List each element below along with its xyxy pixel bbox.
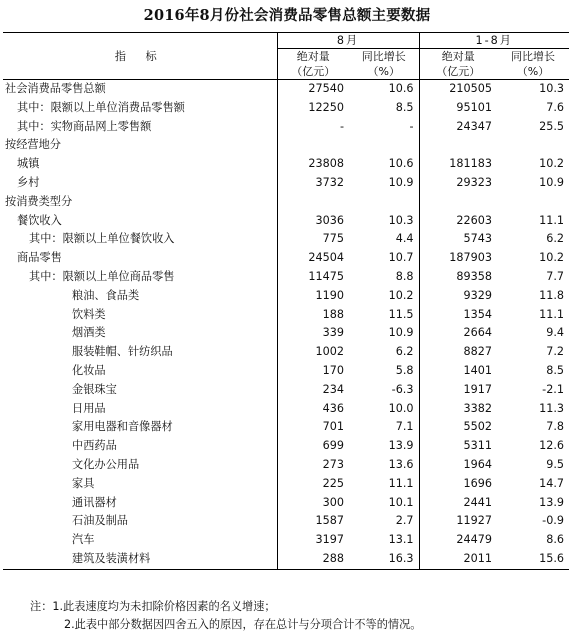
month-abs-value: 234 [322,382,344,396]
ytd-yoy-value: 13.9 [539,495,564,509]
ytd-yoy-value: 11.3 [539,401,564,415]
row-label: 其中：限额以上单位消费品零售额 [3,99,277,118]
ytd-abs-value: 5502 [463,420,492,434]
month-abs-value: 24504 [308,251,344,265]
table-row [3,550,569,569]
table-row [3,212,569,231]
ytd-yoy-value: -0.9 [542,514,564,528]
ytd-abs-value: 5311 [463,439,492,453]
month-yoy-value: 4.4 [349,230,419,249]
table-title: 2016年8月份社会消费品零售总额主要数据 [143,7,431,24]
month-yoy-value: 11.5 [349,306,419,325]
row-label: 服装鞋帽、针纺织品 [3,343,277,362]
ytd-abs-header-text: 绝对量 （亿元） [436,50,481,78]
ytd-abs-value: 1917 [463,382,492,396]
month-yoy-value: 8.5 [349,99,419,118]
table-row [3,193,569,212]
ytd-abs-value: 1696 [463,476,492,490]
row-label: 餐饮收入 [3,212,277,231]
row-label: 中西药品 [3,437,277,456]
month-abs-value: 699 [322,439,344,453]
row-label: 家用电器和音像器材 [3,418,277,437]
month-yoy-value: 13.6 [349,456,419,475]
footnote-2: 2.此表中部分数据因四舍五入的原因，存在总计与分项合计不等的情况。 [64,618,422,631]
ytd-yoy-value: 14.7 [539,476,564,490]
month-yoy-value: 13.1 [349,531,419,550]
row-label: 按经营地分 [3,136,277,155]
ytd-abs-value: 1401 [463,363,492,377]
table-row [3,136,569,155]
ytd-yoy-value: -2.1 [542,382,564,396]
month-yoy-value: 5.8 [349,362,419,381]
ytd-abs-value: 24479 [456,533,492,547]
month-yoy-value: - [349,118,419,137]
table-row [3,400,569,419]
month-abs-value: 1587 [315,514,344,528]
table-row [3,456,569,475]
ytd-yoy-value: 10.3 [539,82,564,95]
retail-sales-table [3,32,569,570]
month-yoy-header-text: 同比增长 （%） [361,50,406,78]
table-row [3,174,569,193]
month-yoy-value: 7.1 [349,418,419,437]
table-row [3,306,569,325]
month-abs-value: 3197 [315,533,344,547]
ytd-yoy-header-text: 同比增长 （%） [511,50,555,78]
table-row [3,494,569,513]
ytd-abs-value: 22603 [456,213,492,227]
month-abs-header [277,49,349,80]
month-yoy-value: 10.3 [349,212,419,231]
ytd-yoy-value: 15.6 [497,550,569,569]
ytd-yoy-value: 6.2 [546,232,564,246]
month-yoy-header [349,49,419,80]
month-abs-value: - [339,119,344,133]
ytd-yoy-value: 10.2 [539,251,564,265]
month-abs-value: 188 [322,307,344,321]
ytd-yoy-value: 8.5 [546,363,564,377]
ytd-yoy-value: 9.5 [546,457,564,471]
ytd-abs-header [419,49,497,80]
row-label: 建筑及装潢材料 [3,550,277,569]
row-label: 其中：实物商品网上零售额 [3,118,277,137]
month-yoy-value: 10.0 [349,400,419,419]
month-yoy-value: 10.2 [349,287,419,306]
ytd-abs-value: 2441 [463,495,492,509]
month-abs-value: 11475 [308,269,344,283]
table-body [3,80,569,570]
month-abs-value: 23808 [308,157,344,171]
ytd-abs-value: 1964 [463,457,492,471]
table-row [3,475,569,494]
table-row [3,118,569,137]
ytd-abs-value: 8827 [463,345,492,359]
month-yoy-value: 10.1 [349,494,419,513]
month-yoy-value: 2.7 [349,512,419,531]
ytd-yoy-value: 10.2 [539,157,564,171]
table-row [3,249,569,268]
table-row [3,155,569,174]
month-abs-value: 273 [322,457,344,471]
month-abs-value: 3732 [315,175,344,189]
row-label: 其中：限额以上单位商品零售 [3,268,277,287]
row-label: 饮料类 [3,306,277,325]
month-abs-value: 701 [322,420,344,434]
ytd-group-header: 1-8月 [419,33,569,49]
ytd-yoy-value: 8.6 [546,533,564,547]
row-label: 乡村 [3,174,277,193]
ytd-yoy-value: 7.8 [546,420,564,434]
table-row [3,418,569,437]
ytd-abs-value: 3382 [463,401,492,415]
ytd-abs-value: 24347 [456,119,492,133]
indicator-header: 指 标 [3,33,277,80]
ytd-abs-value: 187903 [449,251,492,265]
month-yoy-value: 10.9 [349,174,419,193]
row-label: 通讯器材 [3,494,277,513]
month-yoy-value: 11.1 [349,475,419,494]
month-abs-value: 225 [322,476,344,490]
row-label: 烟酒类 [3,324,277,343]
month-yoy-value: 13.9 [349,437,419,456]
month-group-header: 8月 [277,33,419,49]
table-row [3,230,569,249]
ytd-abs-value: 2011 [419,550,497,569]
ytd-abs-value: 1354 [463,307,492,321]
ytd-yoy-value: 9.4 [546,326,564,340]
table-row [3,324,569,343]
month-yoy-value [349,193,419,212]
ytd-yoy-header [497,49,569,80]
row-label: 社会消费品零售总额 [3,80,277,99]
ytd-abs-value: 210505 [449,82,492,95]
ytd-yoy-value: 11.1 [539,213,564,227]
row-label: 家具 [3,475,277,494]
header-row-groups [3,33,569,49]
row-label: 汽车 [3,531,277,550]
table-row [3,437,569,456]
month-abs-value [277,136,349,155]
table-row [3,80,569,99]
month-abs-value [277,193,349,212]
month-yoy-value: 10.7 [349,249,419,268]
row-label: 金银珠宝 [3,381,277,400]
table-row [3,268,569,287]
ytd-abs-value [419,136,497,155]
table-row [3,381,569,400]
month-yoy-value [349,136,419,155]
table-row [3,99,569,118]
month-yoy-value: 8.8 [349,268,419,287]
month-abs-header-text: 绝对量 （亿元） [291,50,336,78]
footnotes [30,598,422,634]
month-abs-value: 12250 [308,100,344,114]
ytd-abs-value: 11927 [456,514,492,528]
month-abs-value: 1190 [315,288,344,302]
month-abs-value: 170 [322,363,344,377]
ytd-yoy-value: 12.6 [539,439,564,453]
ytd-abs-value: 5743 [463,232,492,246]
table-row [3,512,569,531]
row-label: 文化办公用品 [3,456,277,475]
footnote-1: 注：1.此表速度均为未扣除价格因素的名义增速； [30,600,276,613]
ytd-abs-value: 2664 [463,326,492,340]
table-row [3,362,569,381]
month-yoy-value: -6.3 [349,381,419,400]
ytd-abs-value: 29323 [456,175,492,189]
row-label: 日用品 [3,400,277,419]
month-abs-value: 27540 [308,82,344,95]
ytd-yoy-value [497,193,569,212]
ytd-abs-value [419,193,497,212]
row-label: 商品零售 [3,249,277,268]
ytd-abs-value: 89358 [456,269,492,283]
ytd-yoy-value: 25.5 [539,119,564,133]
ytd-yoy-value: 10.9 [539,175,564,189]
month-abs-value: 3036 [315,213,344,227]
ytd-yoy-value: 7.6 [546,100,564,114]
month-abs-value: 300 [322,495,344,509]
ytd-abs-value: 95101 [456,100,492,114]
ytd-yoy-value: 11.8 [539,288,564,302]
ytd-yoy-value: 7.7 [546,269,564,283]
row-label: 其中：限额以上单位餐饮收入 [3,230,277,249]
ytd-abs-value: 181183 [449,157,492,171]
month-abs-value: 775 [322,232,344,246]
row-label: 石油及制品 [3,512,277,531]
row-label: 化妆品 [3,362,277,381]
month-yoy-value: 10.6 [349,80,419,99]
month-abs-value: 1002 [315,345,344,359]
month-yoy-value: 10.6 [349,155,419,174]
month-yoy-value: 6.2 [349,343,419,362]
month-abs-value: 288 [277,550,349,569]
ytd-yoy-value: 7.2 [546,345,564,359]
ytd-abs-value: 9329 [463,288,492,302]
month-abs-value: 339 [322,326,344,340]
table-row [3,343,569,362]
month-abs-value: 436 [322,401,344,415]
table-row [3,287,569,306]
row-label: 城镇 [3,155,277,174]
month-yoy-value: 16.3 [349,550,419,569]
row-label: 按消费类型分 [3,193,277,212]
month-yoy-value: 10.9 [349,324,419,343]
row-label: 粮油、食品类 [3,287,277,306]
ytd-yoy-value [497,136,569,155]
table-row [3,531,569,550]
ytd-yoy-value: 11.1 [539,307,564,321]
